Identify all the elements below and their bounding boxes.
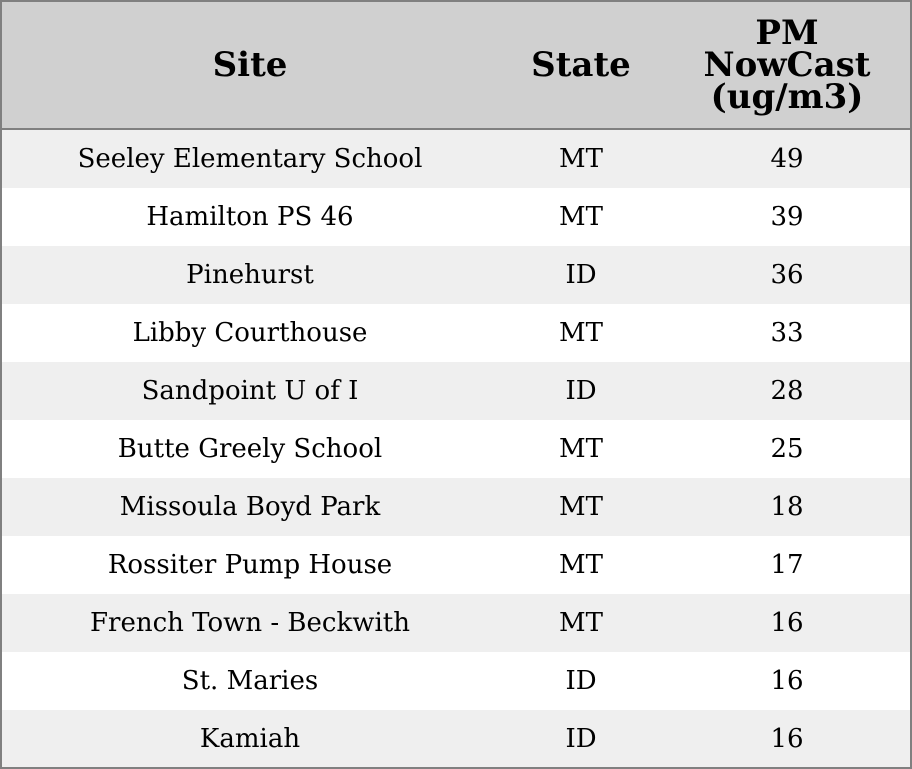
pm-nowcast-table (2, 2, 910, 767)
cell-site: French Town - Beckwith (89, 608, 411, 638)
cell-site: Libby Courthouse (132, 318, 368, 348)
column-header-pm-line-2: NowCast (703, 45, 871, 85)
cell-state: ID (565, 376, 597, 406)
table-row (2, 129, 910, 188)
cell-pm-nowcast: 16 (770, 608, 804, 638)
cell-pm-nowcast: 49 (770, 144, 804, 174)
cell-site: Missoula Boyd Park (119, 492, 381, 522)
cell-site: Hamilton PS 46 (146, 202, 354, 232)
cell-pm-nowcast: 25 (770, 434, 804, 464)
column-header-site (2, 2, 498, 129)
cell-state: MT (559, 434, 603, 464)
cell-site: Sandpoint U of I (141, 376, 359, 406)
header-row (2, 2, 910, 129)
cell-state: MT (559, 550, 603, 580)
cell-pm-nowcast: 28 (770, 376, 804, 406)
cell-state: MT (559, 144, 603, 174)
cell-site: Seeley Elementary School (77, 144, 423, 174)
table-row (2, 536, 910, 594)
cell-pm-nowcast: 18 (770, 492, 804, 522)
cell-state: ID (565, 260, 597, 290)
table-header (2, 2, 910, 129)
cell-pm-nowcast: 39 (770, 202, 804, 232)
cell-pm-nowcast: 33 (770, 318, 804, 348)
cell-state: ID (565, 723, 597, 754)
cell-site: St. Maries (181, 666, 319, 696)
column-header-state (498, 2, 664, 129)
table-row (2, 478, 910, 536)
cell-state: MT (559, 608, 603, 638)
column-header-pm-line-3: (ug/m3) (710, 77, 864, 117)
cell-pm-nowcast: 16 (770, 666, 804, 696)
column-header-state-label: State (531, 45, 631, 85)
table-row (2, 420, 910, 478)
table-body (2, 129, 910, 767)
cell-state: MT (559, 318, 603, 348)
cell-site: Rossiter Pump House (107, 550, 393, 580)
cell-site: Butte Greely School (117, 434, 383, 464)
cell-pm-nowcast: 17 (770, 550, 804, 580)
cell-state: MT (559, 492, 603, 522)
table-row (2, 362, 910, 420)
column-header-pm-line-1: PM (755, 13, 819, 53)
table-row (2, 188, 910, 246)
cell-pm-nowcast: 36 (770, 260, 804, 290)
table-row (2, 304, 910, 362)
column-header-site-label: Site (212, 45, 288, 85)
table-row (2, 246, 910, 304)
cell-site: Pinehurst (186, 260, 314, 290)
cell-site: Kamiah (199, 723, 301, 754)
cell-pm-nowcast: 16 (770, 723, 804, 754)
table-row (2, 594, 910, 652)
column-header-pm-nowcast (664, 2, 910, 129)
table-row (2, 710, 910, 767)
cell-state: MT (559, 202, 603, 232)
table-row (2, 652, 910, 710)
cell-state: ID (565, 666, 597, 696)
